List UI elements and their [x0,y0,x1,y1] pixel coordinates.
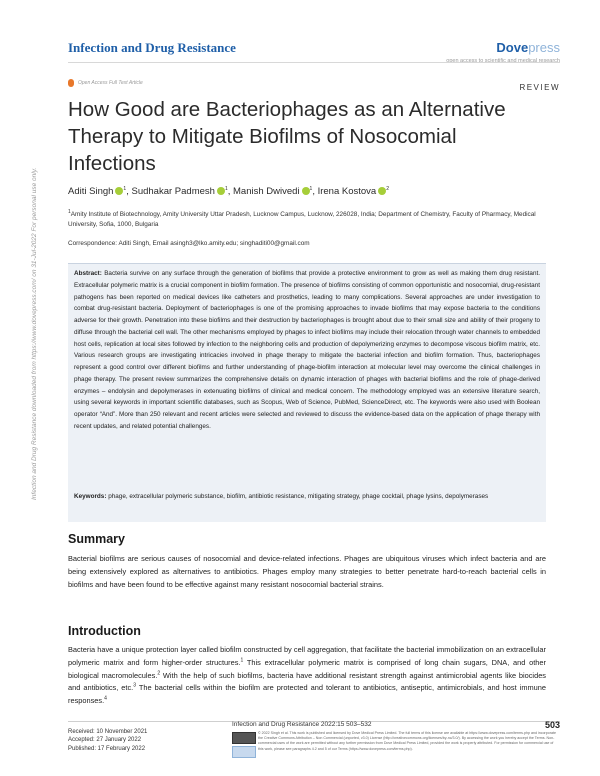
introduction-heading: Introduction [68,624,141,638]
author-affiliation-number: 1 [224,185,228,192]
author-name[interactable]: Manish Dwivedi [233,186,300,197]
citation-ref[interactable]: 4 [104,695,107,702]
page-number: 503 [544,720,560,730]
intro-sentence: With the help of such biofilms, bacteria have additional resistant strength against antimicrobial agents like biocides and antibiotics, etc. [68,670,546,693]
abstract-text: Bacteria survive on any surface through the generation of biofilms that provide a protective environment to grow as well as making them drug resistant. Extracellular polymeric matrix is a crucial component in biofilm formation. The presence of biofilms consisting of common opportunistic and nosocomial, drug-resistant pathogens has been reported on medical devices like catheters and prosthetics, leading to many complications. Several approaches are under investigation to combat drug-resistant bacteria. Deployment of bacteriophages is one of the promising approaches to invade biofilms that may expose bacteria to the conditions adverse for their growth. Penetration into these biofilms and their destruction by bacteriophages is brought about due to their small size and ability of their progeny to diffuse through the bacterial cell wall. The other mechanisms employed by phages to infect biofilms may include their relocation through water channels to embedded host cells, replication at local sites followed by infection to the neighboring cells and production of depolymerizing enzymes to decompose viscous biofilm matrix, etc. Various research groups are investigating intricacies involved in phage therapy to mitigate the bacterial infection and biofilm formation. Thus, bacteriophages represent a good control over different biofilms and further understanding of phage-biofilm interaction at molecular level may overcome the clinical challenges in phage therapy. The present review summarizes the comprehensive details on dynamic interaction of phages with bacterial biofilms and the role of phage-derived enzymes – endolysin and depolymerases in extenuating biofilms of clinical and medical concern. The methodology employed was an extensive literature search, using several keywords in important scientific databases, such as Scopus, Web of Science, PubMed, ScienceDirect, etc. The keywords were also used with Boolean operator “And”. More than 250 relevant and recent articles were selected and reviewed to discuss the evidence-based data on the application of phage therapy with recent updates, and related potential challenges. [74,270,540,430]
keywords [74,491,540,503]
summary-heading: Summary [68,532,125,546]
accepted-date: Accepted: 27 January 2022 [68,737,142,744]
author-name[interactable]: Aditi Singh [68,186,114,197]
intro-sentence: This extracellular polymeric matrix is comprised of long chain sugars, DNA, and other biological macromolecules. [68,657,546,680]
journal-name: Infection and Drug Resistance [68,40,236,55]
intro-sentence: The bacterial cells within the biofilm are protected and tolerant to antibiotics, antiseptic, antimicrobials, and host immune responses. [68,683,546,706]
published-date: Published: 17 February 2022 [68,745,146,752]
keywords-text: phage, extracellular polymeric substance, biofilm, antibiotic resistance, mitigating strategy, phage cocktail, phage lysins, depolymerases [108,493,489,500]
author-affiliation-number: 1 [309,185,313,192]
intro-sentence: Bacteria have a unique protection layer called biofilm constructed by cell aggregation, that facilitate the bacterial immobilization on an extracellular polymeric matrix and form higher-order structures. [68,645,546,667]
download-watermark: Infection and Drug Resistance downloaded from https://www.dovepress.com/ on 31-Jul-2022 For personal use only. [31,167,38,500]
author-name[interactable]: Irena Kostova [317,186,377,197]
publication-dates [68,728,147,753]
author-name[interactable]: Sudhakar Padmesh [131,186,215,197]
orcid-icon[interactable] [217,187,225,195]
author-list: Aditi Singh $^1$, Sudhakar Padmesh $^1$, Manish Dwivedi $^1$, Irena Kostova $^2$ [68,185,389,197]
creative-commons-badge-icon[interactable] [232,732,256,744]
abstract [74,268,540,433]
journal-citation: Infection and Drug Resistance 2022:15 503–532 [232,721,372,728]
affiliation-text: Amity Institute of Biotechnology, Amity University Uttar Pradesh, Lucknow Campus, Lucknow, 226028, India; Department of Chemistry, Faculty of Pharmacy, Medical University, Sofia, 1000, Bulgaria [68,211,536,228]
citation-ref[interactable]: 2 [157,670,161,677]
affiliations [68,210,546,230]
license-text: © 2022 Singh et al. This work is published and licensed by Dove Medical Press Limited. The full terms of this license are available at https://www.dovepress.com/terms.php and incorporate the Creative Commons Attribution – Non Commercial (unported, v3.0) License (http://creativecommons.org/licenses/by-nc/3.0/). By accessing the work you hereby accept the Terms. Non-commercial uses of the work are permitted without any further permission from Dove Medical Press Limited, provided the work is properly attributed. For permission for commercial use of this work, please see paragraphs 4.2 and 5 of our Terms (https://www.dovepress.com/terms.php). [258,731,556,751]
brand-bold: Dove [496,40,529,55]
dovepress-footer-logo-icon[interactable] [232,746,256,758]
keywords-label: Keywords: [74,493,107,500]
open-access-label: Open Access Full Text Article [78,80,143,86]
open-access-lock-icon [68,79,74,87]
correspondence: Correspondence: Aditi Singh, Email asingh3@lko.amity.edu; singhaditi00@gmail.com [68,240,310,247]
publisher-logo[interactable] [496,40,560,55]
author-affiliation-number: 1 [123,185,127,192]
article-title: How Good are Bacteriophages as an Alternative Therapy to Mitigate Biofilms of Nosocomial Infections [68,98,506,175]
article-type-label: REVIEW [519,83,560,92]
publisher-tagline: open access to scientific and medical research [446,58,560,64]
brand-light: press [528,40,560,55]
received-date: Received: 10 November 2021 [68,729,148,735]
author-affiliation-number: 2 [386,185,389,192]
orcid-icon[interactable] [302,187,310,195]
abstract-label: Abstract: [74,270,102,277]
header-divider [68,62,560,63]
citation-ref[interactable]: 1 [240,657,244,664]
affiliation-number: 1 [68,208,71,215]
summary-text: Bacterial biofilms are serious causes of nosocomial and device-related infections. Phages are ubiquitous viruses which infect bacteria and are being extensively explored as alternatives to antibiotics. Phages employ many strategies to better penetrate hard-to-reach bacterial cells in biofilms and have been found to be effective against many resistant nosocomial bacterial strains. [68,554,546,589]
introduction-text [68,644,546,708]
citation-ref[interactable]: 3 [133,682,136,689]
